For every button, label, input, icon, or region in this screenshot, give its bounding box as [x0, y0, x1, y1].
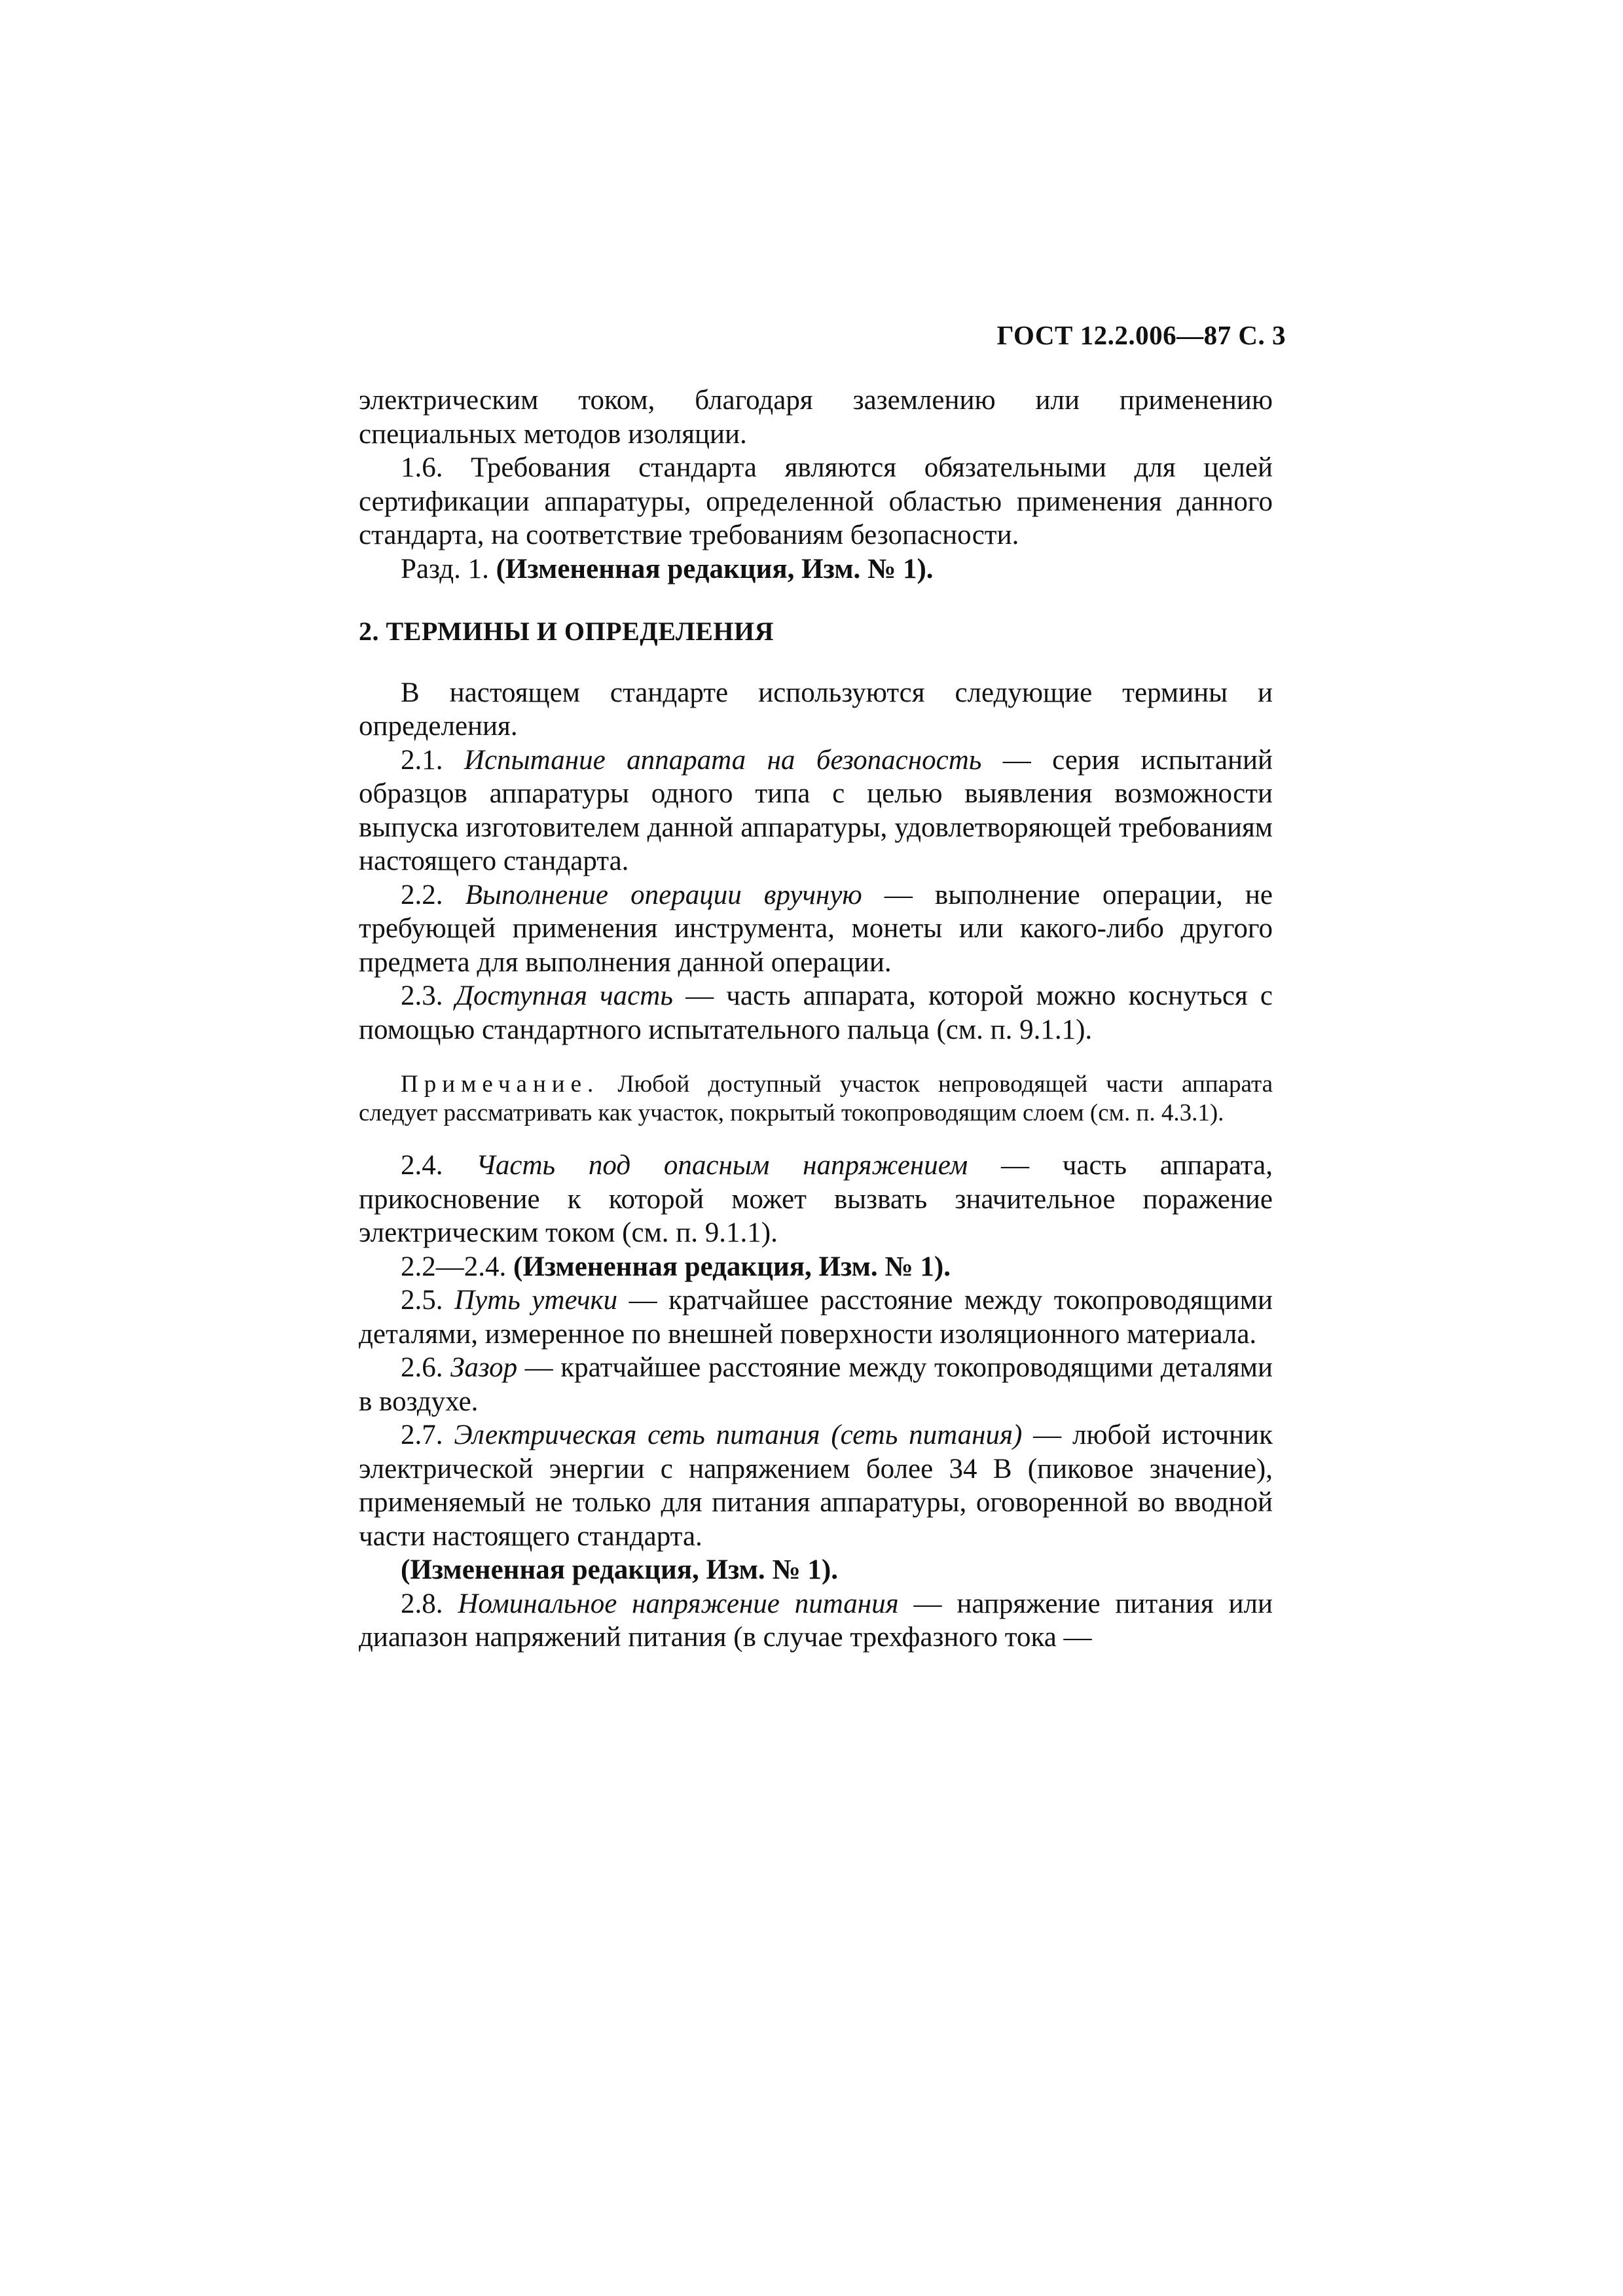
page-body	[359, 384, 1273, 1655]
amendment-2-2-2-4	[359, 1250, 1273, 1284]
term-name: Номинальное напряжение питания	[458, 1588, 899, 1619]
term-2-4	[359, 1149, 1273, 1250]
term-number: 2.4.	[401, 1150, 443, 1181]
term-name: Испытание аппарата на безопасность	[464, 744, 982, 776]
amendment-note: (Измененная редакция, Изм. № 1).	[513, 1251, 951, 1282]
running-header: ГОСТ 12.2.006—87 С. 3	[996, 320, 1286, 350]
term-2-5	[359, 1283, 1273, 1351]
term-definition: — кратчайшее расстояние между токопроводящими деталями в воздухе.	[359, 1352, 1273, 1417]
term-number: 2.3.	[401, 980, 443, 1011]
term-definition: — напряжение питания или диапазон напряжений питания (в случае трехфазного тока —	[359, 1588, 1273, 1653]
note-label: Примечание.	[401, 1071, 600, 1098]
term-definition: — часть аппарата, которой можно коснуться с помощью стандартного испытательного пальца (см. п. 9.1.1).	[359, 980, 1273, 1045]
term-2-6	[359, 1351, 1273, 1418]
term-name: Доступная часть	[455, 980, 673, 1011]
term-name: Зазор	[450, 1352, 518, 1383]
amendment-section-1	[359, 552, 1273, 586]
term-2-7	[359, 1418, 1273, 1553]
term-number: 2.7.	[401, 1420, 443, 1450]
section-heading: 2. ТЕРМИНЫ И ОПРЕДЕЛЕНИЯ	[359, 617, 775, 646]
term-name: Электрическая сеть питания (сеть питания)	[454, 1420, 1023, 1450]
amendment-note: (Измененная редакция, Изм. № 1).	[401, 1554, 838, 1585]
paragraph-1-6: 1.6. Требования стандарта являются обязательными для целей сертификации аппаратуры, определенной областью применения данного стандарта, на соответствие требованиям безопасности.	[359, 452, 1273, 550]
term-number: 2.8.	[401, 1588, 443, 1619]
amendment-prefix: Разд. 1.	[401, 553, 489, 584]
note-block	[359, 1070, 1273, 1128]
term-name: Выполнение операции вручную	[465, 879, 862, 910]
term-number: 2.6.	[401, 1352, 443, 1383]
term-definition: — часть аппарата, прикосновение к которой может вызвать значительное поражение электрическим током (см. п. 9.1.1).	[359, 1150, 1273, 1248]
term-2-8	[359, 1587, 1273, 1655]
amendment-note: (Измененная редакция, Изм. № 1).	[496, 553, 934, 584]
term-definition: — выполнение операции, не требующей применения инструмента, монеты или какого-либо другого предмета для выполнения данной операции.	[359, 879, 1273, 978]
term-2-2	[359, 878, 1273, 980]
term-definition: — кратчайшее расстояние между токопроводящими деталями, измеренное по внешней поверхности изоляционного материала.	[359, 1285, 1273, 1350]
term-number: 2.5.	[401, 1285, 443, 1316]
amendment-prefix: 2.2—2.4.	[401, 1251, 507, 1282]
term-definition: — серия испытаний образцов аппаратуры одного типа с целью выявления возможности выпуска изготовителем данной аппаратуры, удовлетворяющей требованиям настоящего стандарта.	[359, 744, 1273, 876]
term-definition: — любой источник электрической энергии с напряжением более 34 В (пиковое значение), применяемый не только для питания аппаратуры, оговоренной во вводной части настоящего стандарта.	[359, 1420, 1273, 1552]
term-name: Путь утечки	[454, 1285, 618, 1316]
amendment-2-7	[359, 1553, 1273, 1587]
term-name: Часть под опасным напряжением	[476, 1150, 968, 1181]
term-2-3	[359, 979, 1273, 1047]
term-number: 2.2.	[401, 879, 443, 910]
term-number: 2.1.	[401, 744, 443, 776]
note-text: Любой доступный участок непроводящей части аппарата следует рассматривать как участок, покрытый токопроводящим слоем (см. п. 4.3.1).	[359, 1071, 1273, 1126]
paragraph-continuation: электрическим током, благодаря заземлению или применению специальных методов изоляции.	[359, 385, 1273, 450]
term-2-1	[359, 744, 1273, 878]
section-intro: В настоящем стандарте используются следующие термины и определения.	[359, 677, 1273, 742]
